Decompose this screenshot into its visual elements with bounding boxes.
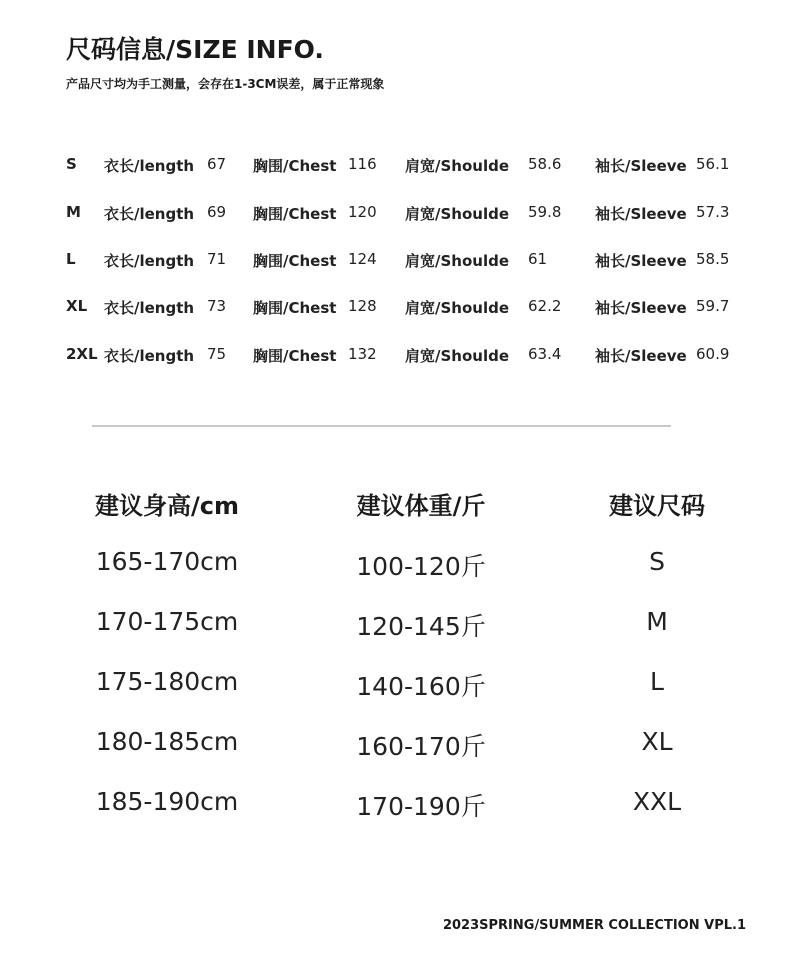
rec-size: M bbox=[646, 607, 668, 636]
shoulder-label: 肩宽/Shoulde bbox=[405, 252, 509, 270]
rec-height: 165-170cm bbox=[95, 547, 239, 576]
section-divider bbox=[92, 425, 671, 427]
rec-weight: 140-160斤 bbox=[356, 672, 486, 701]
length-value: 67 bbox=[207, 155, 227, 173]
chest-value: 124 bbox=[348, 250, 377, 268]
sleeve-value: 59.7 bbox=[696, 297, 730, 315]
length-value: 73 bbox=[207, 297, 227, 315]
chest-label: 胸围/Chest bbox=[253, 205, 337, 223]
chest-label: 胸围/Chest bbox=[253, 252, 337, 270]
length-value: 69 bbox=[207, 203, 227, 221]
shoulder-label: 肩宽/Shoulde bbox=[405, 205, 509, 223]
size-label: S bbox=[66, 155, 77, 173]
sleeve-label: 袖长/Sleeve bbox=[595, 252, 687, 270]
collection-footer: 2023SPRING/SUMMER COLLECTION VPL.1 bbox=[442, 918, 746, 933]
rec-weight: 170-190斤 bbox=[356, 792, 486, 821]
chest-value: 120 bbox=[348, 203, 377, 221]
length-value: 75 bbox=[207, 345, 227, 363]
rec-weight: 160-170斤 bbox=[356, 732, 486, 761]
rec-size: XL bbox=[641, 727, 673, 756]
chest-label: 胸围/Chest bbox=[253, 347, 337, 365]
chest-label: 胸围/Chest bbox=[253, 157, 337, 175]
chest-value: 132 bbox=[348, 345, 377, 363]
shoulder-value: 63.4 bbox=[528, 345, 562, 363]
length-label: 衣长/length bbox=[104, 347, 195, 365]
sleeve-label: 袖长/Sleeve bbox=[595, 299, 687, 317]
size-row bbox=[0, 203, 790, 227]
weight-header: 建议体重/斤 bbox=[356, 492, 486, 520]
rec-size: L bbox=[650, 667, 664, 696]
rec-size: S bbox=[649, 547, 665, 576]
size-row bbox=[0, 345, 790, 369]
sleeve-value: 58.5 bbox=[696, 250, 730, 268]
size-row bbox=[0, 155, 790, 179]
shoulder-value: 61 bbox=[528, 250, 548, 268]
size-header: 建议尺码 bbox=[609, 492, 705, 520]
length-label: 衣长/length bbox=[104, 299, 195, 317]
rec-weight: 100-120斤 bbox=[356, 552, 486, 581]
rec-height: 175-180cm bbox=[95, 667, 239, 696]
rec-height: 170-175cm bbox=[95, 607, 239, 636]
shoulder-value: 62.2 bbox=[528, 297, 562, 315]
height-header: 建议身高/cm bbox=[95, 492, 239, 520]
rec-weight: 120-145斤 bbox=[356, 612, 486, 641]
size-label: 2XL bbox=[66, 345, 98, 363]
sleeve-value: 57.3 bbox=[696, 203, 730, 221]
shoulder-label: 肩宽/Shoulde bbox=[405, 299, 509, 317]
length-label: 衣长/length bbox=[104, 252, 195, 270]
size-row bbox=[0, 250, 790, 274]
shoulder-label: 肩宽/Shoulde bbox=[405, 157, 509, 175]
page-title: 尺码信息/SIZE INFO. bbox=[66, 35, 324, 64]
chest-value: 116 bbox=[348, 155, 377, 173]
size-row bbox=[0, 297, 790, 321]
length-label: 衣长/length bbox=[104, 205, 195, 223]
size-label: M bbox=[66, 203, 81, 221]
shoulder-value: 59.8 bbox=[528, 203, 562, 221]
sleeve-value: 56.1 bbox=[696, 155, 730, 173]
rec-height: 185-190cm bbox=[95, 787, 239, 816]
sleeve-label: 袖长/Sleeve bbox=[595, 205, 687, 223]
length-value: 71 bbox=[207, 250, 227, 268]
length-label: 衣长/length bbox=[104, 157, 195, 175]
size-label: L bbox=[66, 250, 76, 268]
chest-value: 128 bbox=[348, 297, 377, 315]
sleeve-value: 60.9 bbox=[696, 345, 730, 363]
shoulder-value: 58.6 bbox=[528, 155, 562, 173]
measurement-note: 产品尺寸均为手工测量，会存在1-3CM误差，属于正常现象 bbox=[66, 77, 385, 91]
sleeve-label: 袖长/Sleeve bbox=[595, 347, 687, 365]
sleeve-label: 袖长/Sleeve bbox=[595, 157, 687, 175]
rec-size: XXL bbox=[632, 787, 682, 816]
rec-height: 180-185cm bbox=[95, 727, 239, 756]
chest-label: 胸围/Chest bbox=[253, 299, 337, 317]
shoulder-label: 肩宽/Shoulde bbox=[405, 347, 509, 365]
size-label: XL bbox=[66, 297, 88, 315]
